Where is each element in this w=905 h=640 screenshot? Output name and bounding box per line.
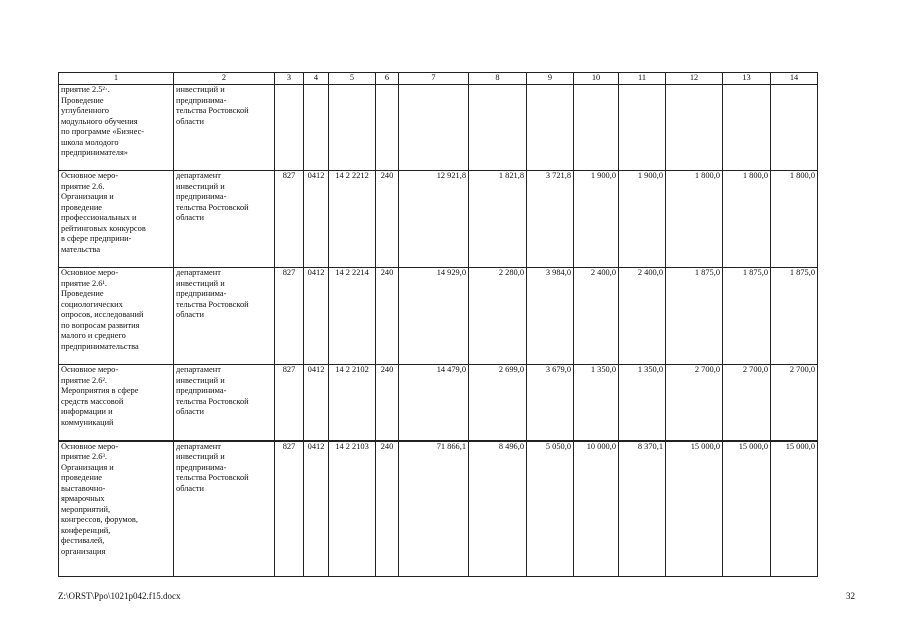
activity-name-line: Основное меро- (61, 171, 119, 180)
value-cell: 8 496,0 (469, 441, 527, 577)
activity-name-line: Проведение (61, 289, 104, 298)
col-header: 8 (469, 73, 527, 85)
activity-name-line: средств массовой (61, 396, 124, 406)
value-cell: 3 679,0 (527, 365, 574, 441)
value-cell: 1 900,0 (574, 171, 619, 268)
value-cell: 10 000,0 (574, 441, 619, 577)
activity-name-line: организация (61, 546, 106, 556)
responsible-cell (174, 85, 275, 171)
value-cell: 14 2 2102 (329, 365, 376, 441)
value-cell: 1 800,0 (723, 171, 771, 268)
value-cell: 0412 (304, 441, 329, 577)
responsible-line: тельства Ростовской (176, 106, 249, 115)
responsible-line: предпринима- (176, 462, 227, 472)
value-cell (469, 85, 527, 171)
activity-name-line: по вопросам развития (61, 320, 140, 330)
value-cell: 827 (275, 441, 304, 577)
activity-name-line: Мероприятия в сфере (61, 386, 139, 395)
responsible-line: департамент (176, 441, 221, 451)
value-cell: 15 000,0 (771, 441, 818, 577)
col-header: 13 (723, 73, 771, 85)
activity-name-line: приятие 2.6². (61, 375, 108, 385)
table-row (59, 268, 818, 365)
responsible-line: области (176, 116, 204, 126)
activity-name-line: приятие 2.6. (61, 181, 105, 191)
col-header: 4 (304, 73, 329, 85)
value-cell: 1 350,0 (574, 365, 619, 441)
col-header: 14 (771, 73, 818, 85)
col-header: 1 (59, 73, 174, 85)
responsible-line: инвестиций и (176, 278, 225, 288)
responsible-line: тельства Ростовской (176, 473, 249, 482)
activity-name-line: Основное меро- (61, 441, 119, 451)
col-header: 6 (376, 73, 399, 85)
value-cell: 240 (376, 268, 399, 365)
value-cell: 827 (275, 171, 304, 268)
col-header: 12 (666, 73, 723, 85)
col-header: 10 (574, 73, 619, 85)
col-header: 3 (275, 73, 304, 85)
responsible-line: инвестиций и (176, 452, 225, 461)
activity-name-line: Организация и (61, 462, 114, 472)
responsible-cell (174, 171, 275, 268)
value-cell: 14 2 2214 (329, 268, 376, 365)
col-header: 11 (619, 73, 666, 85)
value-cell (275, 85, 304, 171)
activity-name-line: в сфере предприни- (61, 234, 132, 243)
value-cell (304, 85, 329, 171)
activity-name-cell (59, 441, 174, 577)
value-cell (376, 85, 399, 171)
responsible-cell (174, 268, 275, 365)
activity-name-line: конгрессов, форумов, (61, 515, 138, 524)
value-cell: 71 866,1 (399, 441, 469, 577)
value-cell: 2 700,0 (771, 365, 818, 441)
value-cell (574, 85, 619, 171)
activity-name-line: модульного обучения (61, 116, 138, 126)
value-cell: 1 900,0 (619, 171, 666, 268)
activity-name-line: приятие 2.6³. (61, 452, 108, 461)
value-cell: 240 (376, 171, 399, 268)
activity-name-line: мероприятий, (61, 504, 111, 514)
value-cell: 3 984,0 (527, 268, 574, 365)
footer-page-number: 32 (846, 591, 855, 601)
value-cell: 1 350,0 (619, 365, 666, 441)
activity-name-line: Основное меро- (61, 268, 119, 277)
value-cell: 8 370,1 (619, 441, 666, 577)
responsible-line: области (176, 483, 204, 493)
value-cell (399, 85, 469, 171)
value-cell: 2 700,0 (723, 365, 771, 441)
value-cell: 12 921,8 (399, 171, 469, 268)
value-cell: 15 000,0 (723, 441, 771, 577)
value-cell: 14 479,0 (399, 365, 469, 441)
activity-name-line: Организация и (61, 192, 114, 201)
activity-name-line: предпринимательства (61, 341, 139, 351)
activity-name-line: информации и (61, 407, 113, 416)
value-cell: 14 929,0 (399, 268, 469, 365)
activity-name-cell (59, 268, 174, 365)
activity-name-line: малого и среднего (61, 331, 126, 340)
activity-name-cell (59, 171, 174, 268)
value-cell: 2 699,0 (469, 365, 527, 441)
responsible-line: департамент (176, 268, 221, 277)
value-cell: 3 721,8 (527, 171, 574, 268)
activity-name-cell (59, 85, 174, 171)
value-cell (619, 85, 666, 171)
budget-table (58, 72, 818, 577)
value-cell: 14 2 2212 (329, 171, 376, 268)
responsible-line: инвестиций и (176, 181, 225, 191)
col-header: 9 (527, 73, 574, 85)
table-row (59, 441, 818, 577)
table-row (59, 85, 818, 171)
activity-name-line: профессиональных и (61, 213, 137, 222)
col-header: 7 (399, 73, 469, 85)
value-cell: 827 (275, 268, 304, 365)
value-cell: 2 700,0 (666, 365, 723, 441)
responsible-line: департамент (176, 171, 221, 180)
responsible-cell (174, 441, 275, 577)
value-cell: 0412 (304, 171, 329, 268)
responsible-line: инвестиций и (176, 85, 225, 94)
responsible-line: области (176, 310, 204, 319)
value-cell: 1 821,8 (469, 171, 527, 268)
activity-name-line: рейтинговых конкурсов (61, 223, 146, 233)
responsible-line: предпринима- (176, 95, 227, 105)
activity-name-line: опросов, исследований (61, 310, 144, 319)
activity-name-line: предпринимателя» (61, 148, 128, 157)
responsible-line: предпринима- (176, 289, 227, 298)
responsible-line: инвестиций и (176, 375, 225, 385)
value-cell: 1 875,0 (666, 268, 723, 365)
activity-name-line: ярмарочных (61, 494, 105, 503)
activity-name-line: коммуникаций (61, 417, 114, 427)
value-cell: 240 (376, 365, 399, 441)
value-cell: 1 800,0 (666, 171, 723, 268)
responsible-line: предпринима- (176, 192, 227, 201)
activity-name-line: выставочно- (61, 483, 106, 493)
activity-name-line: фестивалей, (61, 536, 105, 545)
activity-name-line: проведение (61, 202, 103, 212)
responsible-cell (174, 365, 275, 441)
value-cell (666, 85, 723, 171)
value-cell: 1 875,0 (723, 268, 771, 365)
activity-name-line: школа молодого (61, 137, 119, 147)
value-cell: 5 050,0 (527, 441, 574, 577)
value-cell: 14 2 2103 (329, 441, 376, 577)
footer-file-path: Z:\ORST\Ppo\1021p042.f15.docx (58, 591, 181, 601)
value-cell (527, 85, 574, 171)
responsible-line: тельства Ростовской (176, 396, 249, 406)
value-cell: 0412 (304, 268, 329, 365)
responsible-line: департамент (176, 365, 221, 374)
header-row (59, 73, 818, 85)
value-cell: 1 800,0 (771, 171, 818, 268)
value-cell: 1 875,0 (771, 268, 818, 365)
activity-name-line: углубленного (61, 106, 109, 115)
value-cell: 15 000,0 (666, 441, 723, 577)
responsible-line: тельства Ростовской (176, 202, 249, 212)
activity-name-line: приятие 2.5²·. (61, 85, 110, 94)
value-cell: 2 400,0 (574, 268, 619, 365)
activity-name-line: мательства (61, 244, 101, 254)
value-cell: 2 280,0 (469, 268, 527, 365)
value-cell: 2 400,0 (619, 268, 666, 365)
value-cell (723, 85, 771, 171)
value-cell: 827 (275, 365, 304, 441)
activity-name-line: Проведение (61, 95, 104, 105)
activity-name-line: конференций, (61, 525, 111, 535)
responsible-line: предпринима- (176, 386, 227, 395)
value-cell: 240 (376, 441, 399, 577)
activity-name-line: Основное меро- (61, 365, 119, 374)
table-row (59, 171, 818, 268)
col-header: 2 (174, 73, 275, 85)
responsible-line: области (176, 407, 204, 416)
col-header: 5 (329, 73, 376, 85)
value-cell (329, 85, 376, 171)
value-cell: 0412 (304, 365, 329, 441)
activity-name-cell (59, 365, 174, 441)
activity-name-line: приятие 2.6¹. (61, 278, 108, 288)
responsible-line: области (176, 213, 204, 222)
activity-name-line: социологических (61, 299, 123, 309)
value-cell (771, 85, 818, 171)
table-row (59, 365, 818, 441)
activity-name-line: по программе «Бизнес- (61, 127, 145, 136)
activity-name-line: проведение (61, 473, 103, 482)
responsible-line: тельства Ростовской (176, 299, 249, 309)
